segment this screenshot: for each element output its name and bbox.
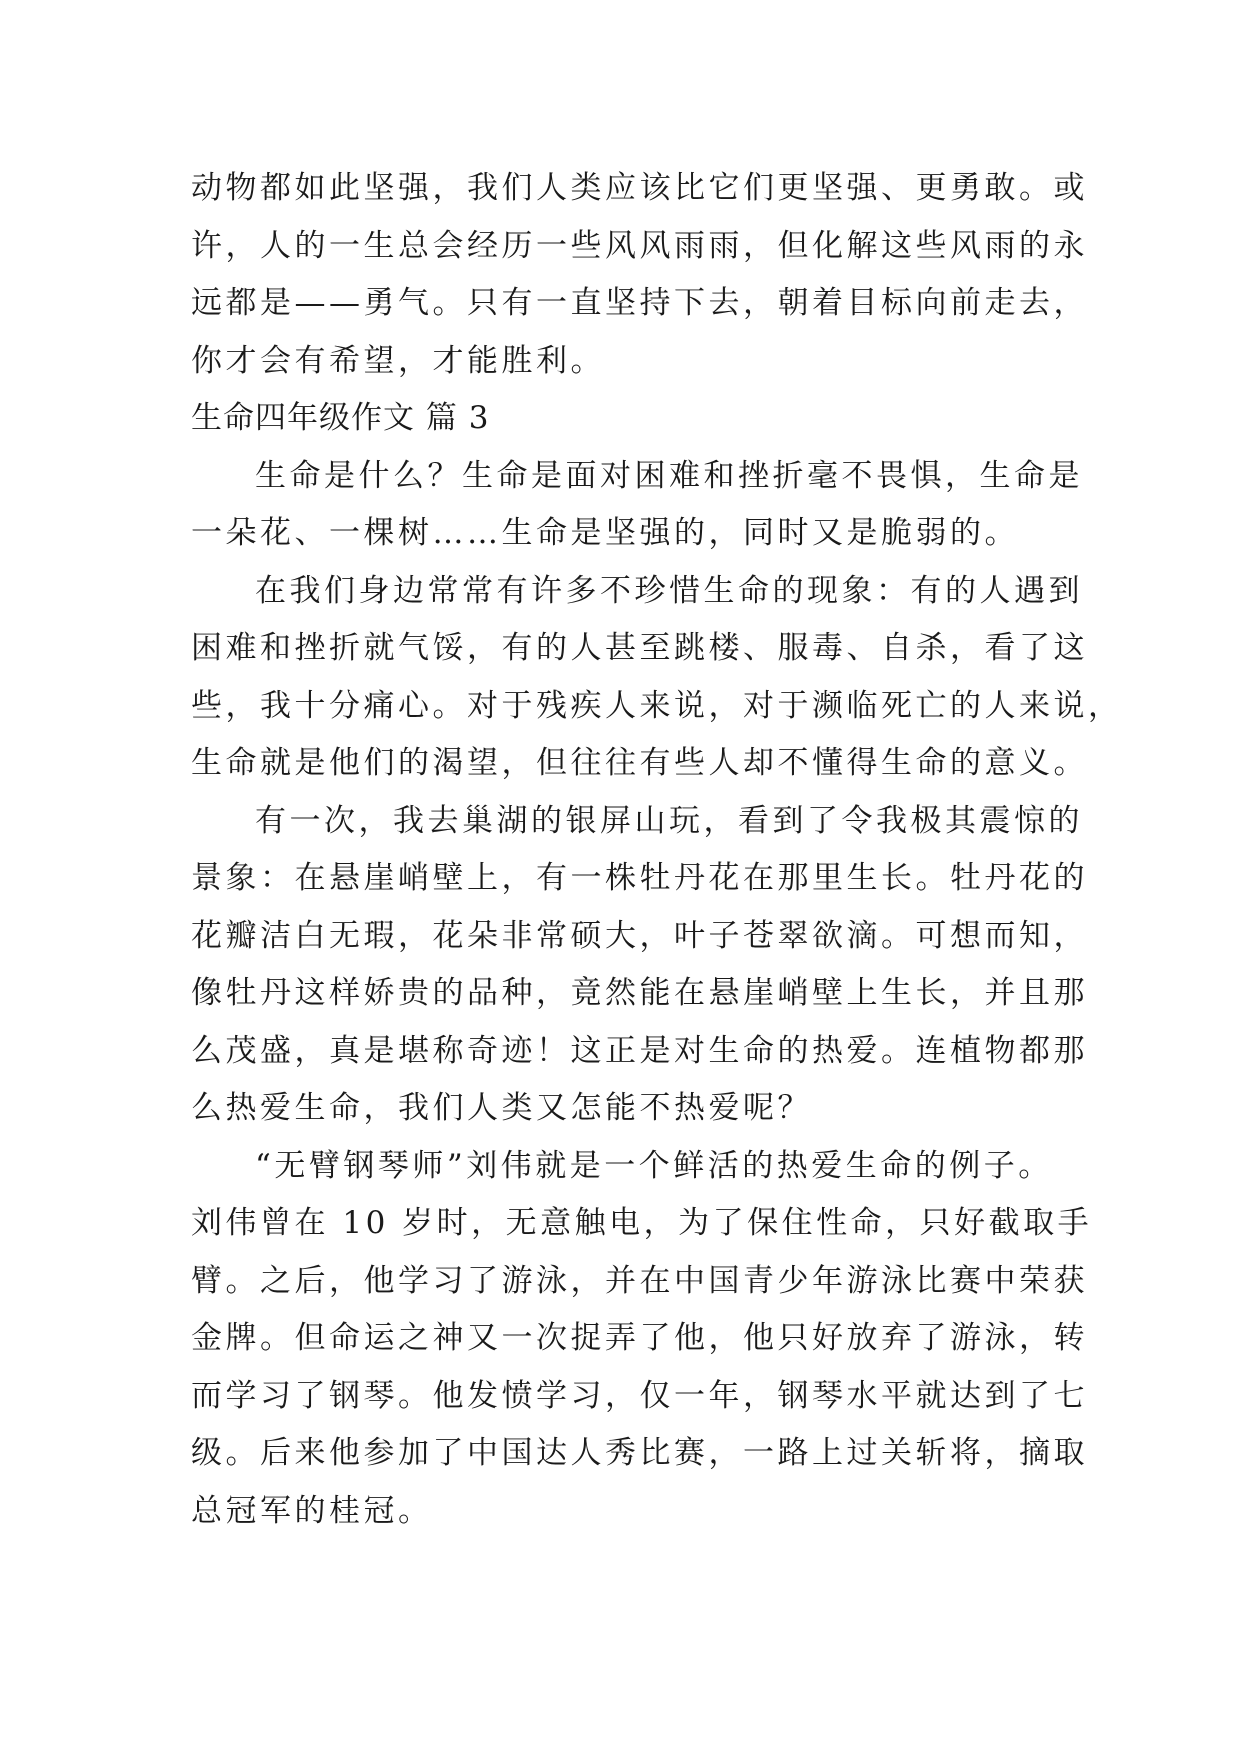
- text-line: 么茂盛，真是堪称奇迹！这正是对生命的热爱。连植物都那: [191, 1032, 1088, 1069]
- paragraph-start-line: 生命是什么？生命是面对困难和挫折毫不畏惧，生命是: [255, 457, 1083, 494]
- document-page: [191, 160, 1123, 1540]
- text-line: 景象：在悬崖峭壁上，有一株牡丹花在那里生长。牡丹花的: [191, 860, 1088, 896]
- text-line: 刘伟曾在 10 岁时，无意触电，为了保住性命，只好截取手: [191, 1205, 1093, 1241]
- text-line: 生命就是他们的渴望，但往往有些人却不懂得生命的意义。: [191, 745, 1088, 781]
- text-line: 花瓣洁白无瑕，花朵非常硕大，叶子苍翠欲滴。可想而知，: [191, 917, 1088, 954]
- text-line: 远都是——勇气。只有一直坚持下去，朝着目标向前走去，: [191, 285, 1088, 321]
- text-line: 级。后来他参加了中国达人秀比赛，一路上过关斩将，摘取: [191, 1435, 1088, 1471]
- text-line: 些，我十分痛心。对于残疾人来说，对于濒临死亡的人来说，: [191, 687, 1123, 724]
- text-line: 金牌。但命运之神又一次捉弄了他，他只好放弃了游泳，转: [191, 1320, 1088, 1356]
- section-heading: 生命四年级作文 篇 3: [191, 400, 490, 436]
- text-line: 一朵花、一棵树……生命是坚强的，同时又是脆弱的。: [191, 515, 1019, 551]
- text-line: 臂。之后，他学习了游泳，并在中国青少年游泳比赛中荣获: [191, 1262, 1088, 1299]
- text-line: 动物都如此坚强，我们人类应该比它们更坚强、更勇敢。或: [191, 170, 1088, 206]
- paragraph-start-line: “无臂钢琴师”刘伟就是一个鲜活的热爱生命的例子。: [255, 1147, 1053, 1184]
- text-line: 许，人的一生总会经历一些风风雨雨，但化解这些风雨的永: [191, 227, 1088, 264]
- paragraph-start-line: 在我们身边常常有许多不珍惜生命的现象：有的人遇到: [255, 572, 1083, 609]
- text-line: 困难和挫折就气馁，有的人甚至跳楼、服毒、自杀，看了这: [191, 630, 1088, 666]
- text-line: 你才会有希望，才能胜利。: [191, 342, 605, 379]
- text-line: 么热爱生命，我们人类又怎能不热爱呢？: [191, 1090, 812, 1126]
- paragraph-start-line: 有一次，我去巢湖的银屏山玩，看到了令我极其震惊的: [255, 802, 1083, 839]
- text-line: 像牡丹这样娇贵的品种，竟然能在悬崖峭壁上生长，并且那: [191, 975, 1088, 1011]
- text-line: 总冠军的桂冠。: [191, 1492, 433, 1529]
- text-line: 而学习了钢琴。他发愤学习，仅一年，钢琴水平就达到了七: [191, 1377, 1088, 1414]
